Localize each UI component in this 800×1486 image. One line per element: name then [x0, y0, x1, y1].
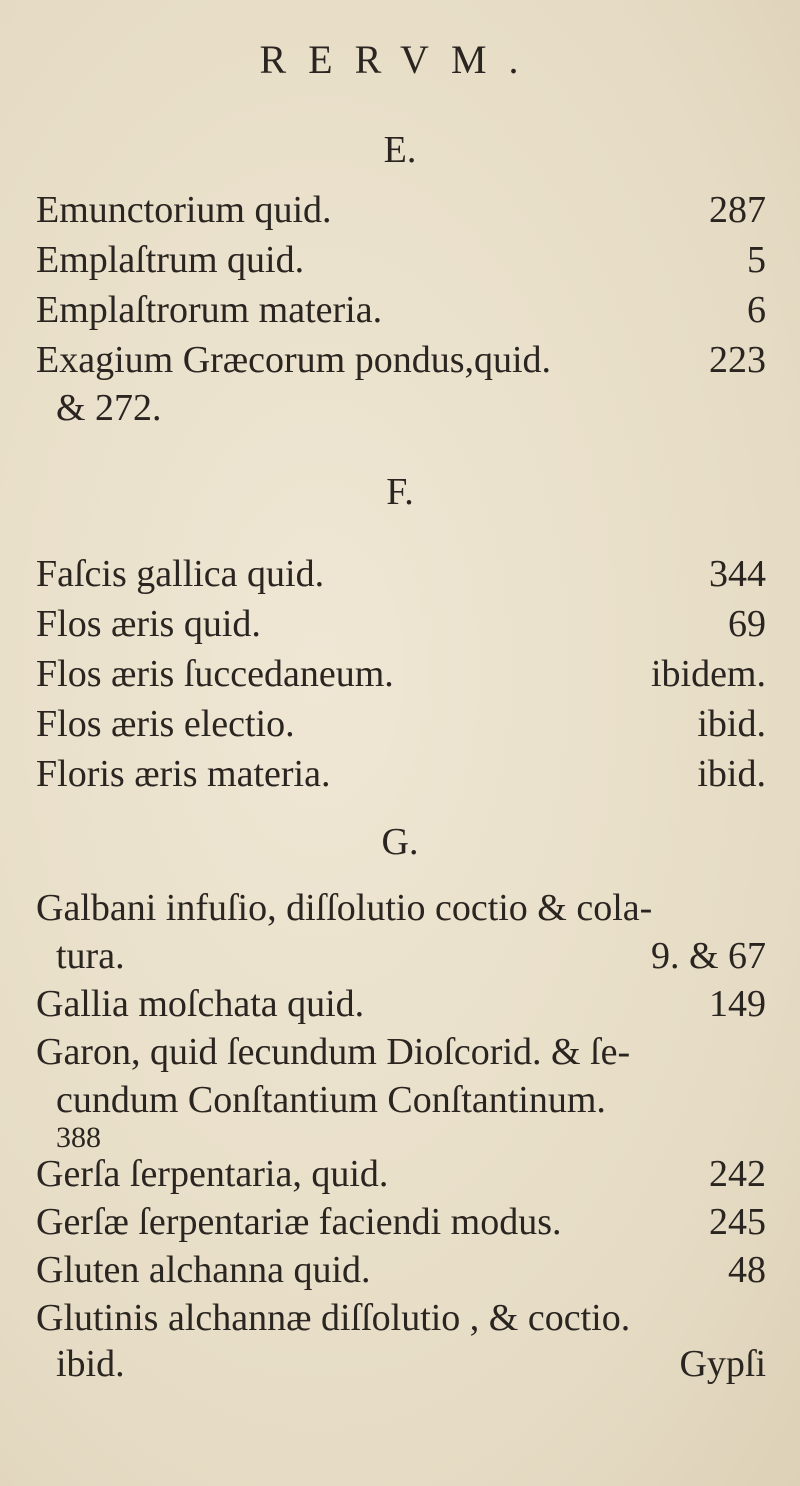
entry-page-ref: 149: [709, 983, 766, 1025]
entry-continuation: & 272.: [56, 387, 162, 429]
entry-text: Exagium Græcorum pondus,quid.: [36, 339, 552, 381]
running-head: RERVM.: [259, 37, 541, 82]
entry-page-ref: ibidem.: [650, 653, 766, 695]
entry-page-ref: 69: [728, 603, 766, 645]
entry-text: Floris æris materia.: [36, 753, 331, 795]
entry-page-ref: 5: [747, 239, 766, 281]
entry-text: Emunctorium quid.: [36, 189, 332, 231]
entry-text: Flos æris ſuccedaneum.: [36, 653, 394, 695]
entry-page-ref: 48: [728, 1249, 766, 1291]
entry-page-ref: ibid.: [697, 753, 766, 795]
catchword: Gypſi: [679, 1343, 766, 1385]
entry-page-ref: 9. & 67: [650, 935, 766, 977]
entry-page-ref: 287: [709, 189, 766, 231]
entry-text: Emplaſtrum quid.: [36, 239, 305, 281]
section-letter-f: F.: [386, 471, 414, 513]
entry-text: 388: [56, 1121, 101, 1154]
entry-text: Garon, quid ſecundum Dioſcorid. & ſe-: [36, 1031, 631, 1073]
entry-text: Gallia moſchata quid.: [36, 983, 365, 1025]
entry-page-ref: 223: [709, 339, 766, 381]
entry-page-ref: 242: [709, 1153, 766, 1195]
entry-text: Flos æris electio.: [36, 703, 295, 745]
entry-text: Glutinis alchannæ diſſolutio , & coctio.: [36, 1297, 631, 1339]
entry-text: ibid.: [56, 1343, 125, 1385]
section-letter-g: G.: [381, 821, 419, 863]
entry-text: Faſcis gallica quid.: [36, 553, 325, 595]
entry-text: Gerſæ ſerpentariæ faciendi modus.: [36, 1201, 562, 1243]
entry-page-ref: 344: [709, 553, 766, 595]
entry-page-ref: 6: [747, 289, 766, 331]
entry-text: Emplaſtrorum materia.: [36, 289, 383, 331]
entry-text: Gluten alchanna quid.: [36, 1249, 371, 1291]
entry-text: tura.: [56, 935, 125, 977]
entry-page-ref: ibid.: [697, 703, 766, 745]
entry-text: cundum Conſtantium Conſtantinum.: [56, 1079, 606, 1121]
entry-text: Galbani infuſio, diſſolutio coctio & cola-: [36, 887, 653, 929]
section-letter-e: E.: [383, 129, 417, 171]
entry-text: Gerſa ſerpentaria, quid.: [36, 1153, 389, 1195]
entry-page-ref: 245: [709, 1201, 766, 1243]
entry-text: Flos æris quid.: [36, 603, 261, 645]
